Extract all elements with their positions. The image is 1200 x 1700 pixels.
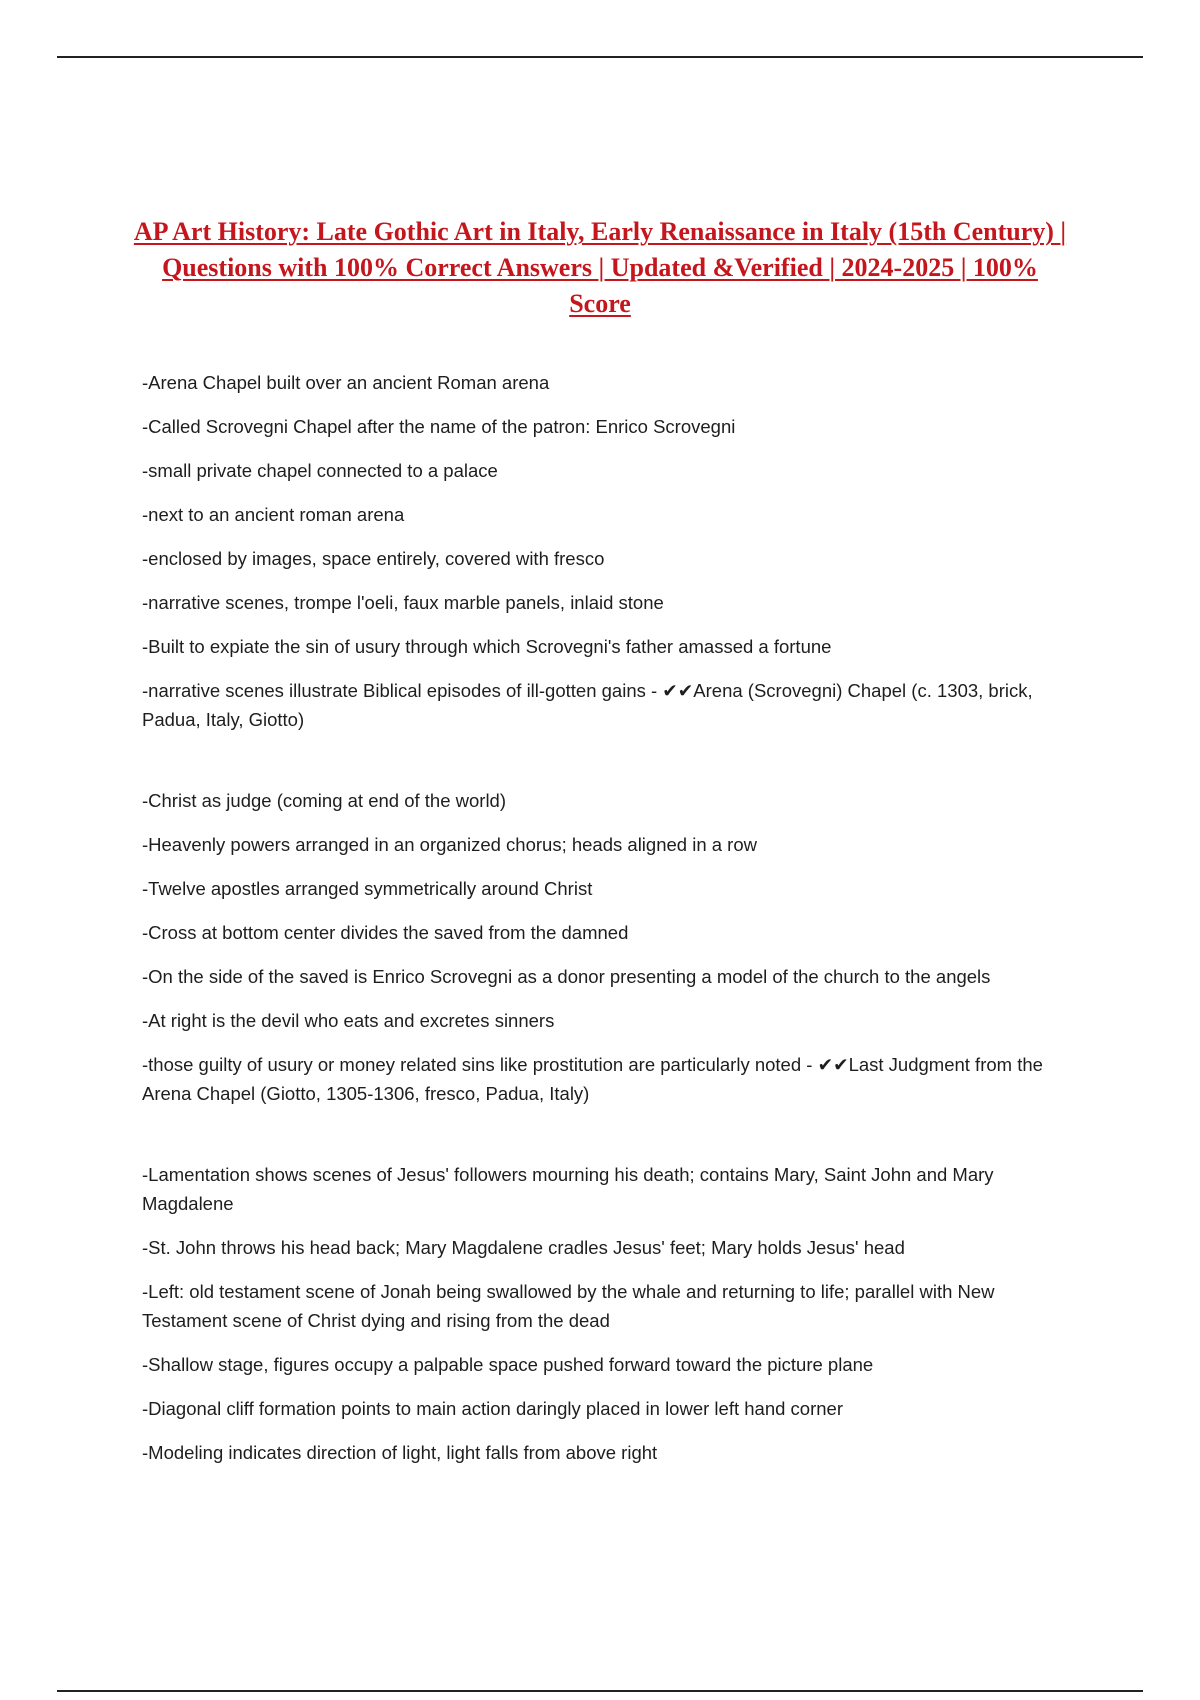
text-line: -Lamentation shows scenes of Jesus' followers mourning his death; contains Mary, Saint John and Mary Magdalene [142, 1164, 994, 1214]
text-line: -narrative scenes, trompe l'oeli, faux marble panels, inlaid stone [142, 592, 664, 613]
text-line: -Shallow stage, figures occupy a palpable space pushed forward toward the picture plane [142, 1354, 874, 1375]
text-line: -At right is the devil who eats and excretes sinners [142, 1010, 555, 1031]
text-line: -Modeling indicates direction of light, light falls from above right [142, 1442, 658, 1463]
text-line: -St. John throws his head back; Mary Magdalene cradles Jesus' feet; Mary holds Jesus' head [142, 1237, 905, 1258]
document-title: AP Art History: Late Gothic Art in Italy, Early Renaissance in Italy (15th Century) | Questions with 100% Correct Answers | Updated &Verified | 2024-2025 | 100% Score [133, 217, 1067, 318]
top-rule [57, 56, 1143, 58]
document-body [142, 368, 1062, 1467]
text-line: -small private chapel connected to a palace [142, 460, 498, 481]
lamentation-section [142, 1160, 1062, 1467]
text-line: -narrative scenes illustrate Biblical episodes of ill-gotten gains - ✔✔Arena (Scrovegni) Chapel (c. 1303, brick, Padua, Italy, Giotto) [142, 680, 1033, 730]
last-judgment-section [142, 786, 1062, 1108]
text-line: -those guilty of usury or money related sins like prostitution are particularly noted - ✔✔Last Judgment from the Arena Chapel (Giotto, 1305-1306, fresco, Padua, Italy) [142, 1054, 1043, 1104]
text-line: -Left: old testament scene of Jonah being swallowed by the whale and returning to life; parallel with New Testament scene of Christ dying and rising from the dead [142, 1281, 995, 1331]
text-line: -next to an ancient roman arena [142, 504, 405, 525]
text-line: -Twelve apostles arranged symmetrically around Christ [142, 878, 593, 899]
bottom-rule [57, 1690, 1143, 1692]
text-line: -Built to expiate the sin of usury through which Scrovegni's father amassed a fortune [142, 636, 832, 657]
text-line: -Christ as judge (coming at end of the world) [142, 790, 507, 811]
arena-chapel-section [142, 368, 1062, 734]
text-line: -Called Scrovegni Chapel after the name of the patron: Enrico Scrovegni [142, 416, 736, 437]
text-line: -Arena Chapel built over an ancient Roman arena [142, 372, 550, 393]
text-line: -Cross at bottom center divides the saved from the damned [142, 922, 629, 943]
text-line: -enclosed by images, space entirely, covered with fresco [142, 548, 605, 569]
text-line: -Diagonal cliff formation points to main action daringly placed in lower left hand corner [142, 1398, 843, 1419]
text-line: -Heavenly powers arranged in an organized chorus; heads aligned in a row [142, 834, 757, 855]
text-line: -On the side of the saved is Enrico Scrovegni as a donor presenting a model of the church to the angels [142, 966, 991, 987]
